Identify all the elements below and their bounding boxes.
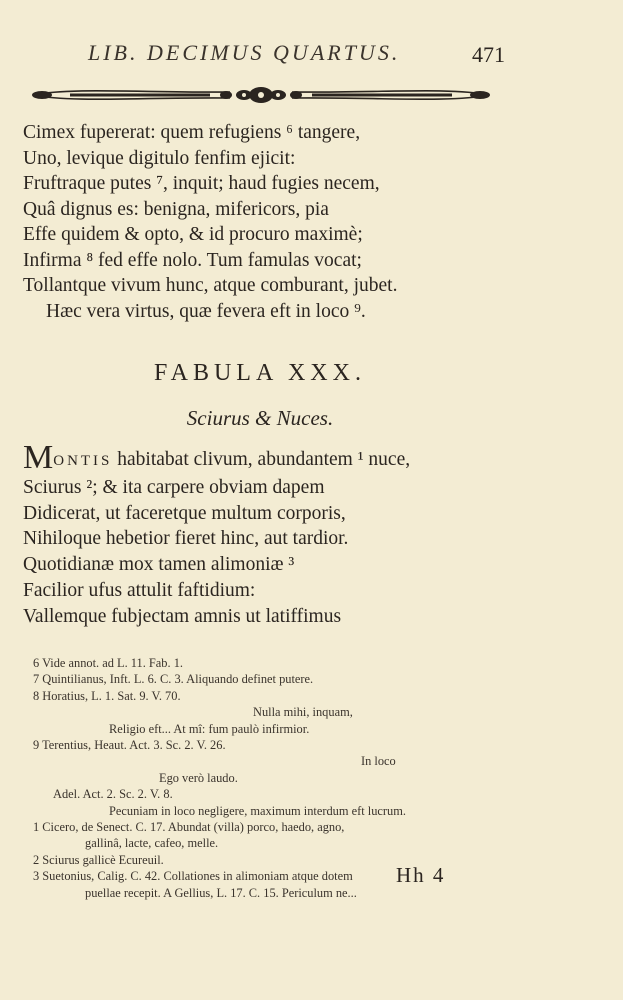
verse-line: Vallemque fubjectam amnis ut latiffimus xyxy=(23,605,342,627)
fable-title: FABULA XXX. xyxy=(154,360,366,386)
verse-line: Nihiloque hebetior fieret hinc, aut tardior. xyxy=(23,528,349,550)
footnote-line: In loco xyxy=(361,754,396,769)
drop-cap: M xyxy=(23,439,54,476)
fable-verse xyxy=(23,439,411,630)
verse-line: Tollantque vivum hunc, atque comburant, jubet. xyxy=(23,275,398,296)
footnote-line: 2 Sciurus gallicè Ecureuil. xyxy=(33,852,164,867)
verse-line: Quotidianæ mox tamen alimoniæ ³ xyxy=(23,554,295,576)
verse-line: Cimex fupererat: quem refugiens ⁶ tangere, xyxy=(23,122,361,143)
footnote-line: 9 Terentius, Heaut. Act. 3. Sc. 2. V. 26. xyxy=(33,738,226,753)
footnote-line: gallinâ, lacte, cafeo, melle. xyxy=(85,836,219,851)
small-caps-word: ONTIS xyxy=(53,453,113,469)
verse-line: Facilior ufus attulit faftidium: xyxy=(23,579,256,601)
verse-line: Fruftraque putes ⁷, inquit; haud fugies necem, xyxy=(23,173,380,194)
footnote-line: 8 Horatius, L. 1. Sat. 9. V. 70. xyxy=(33,688,181,703)
footnote-line: Pecuniam in loco negligere, maximum interdum eft lucrum. xyxy=(109,803,406,818)
footnotes xyxy=(33,655,406,901)
footnote-line: 3 Suetonius, Calig. C. 42. Collationes in alimoniam atque dotem xyxy=(33,869,353,884)
fable-subtitle: Sciurus & Nuces. xyxy=(186,406,334,430)
footnote-line: Adel. Act. 2. Sc. 2. V. 8. xyxy=(53,787,173,802)
footnote-line: 7 Quintilianus, Inft. L. 6. C. 3. Aliquando definet putere. xyxy=(33,672,314,687)
ornamental-rule-icon xyxy=(30,84,492,106)
running-head: LIB. DECIMUS QUARTUS. xyxy=(88,40,401,65)
footnote-line: Ego verò laudo. xyxy=(159,770,238,785)
footnote-line: 6 Vide annot. ad L. 11. Fab. 1. xyxy=(33,656,183,670)
verse-line: Sciurus ²; & ita carpere obviam dapem xyxy=(23,476,325,498)
signature-mark: Hh 4 xyxy=(396,863,446,887)
verse-line: Didicerat, ut faceretque multum corporis, xyxy=(23,502,346,524)
footnote-line: Nulla mihi, inquam, xyxy=(253,705,353,720)
verse-line: Quâ dignus es: benigna, mifericors, pia xyxy=(23,198,329,220)
poem-ending xyxy=(23,120,397,324)
footnote-line: puellae recepit. A Gellius, L. 17. C. 15. Periculum ne... xyxy=(85,885,357,900)
verse-line-first xyxy=(23,439,411,476)
page-number: 471 xyxy=(472,42,505,67)
footnote-line: 1 Cicero, de Senect. C. 17. Abundat (villa) porco, haedo, agno, xyxy=(33,820,345,835)
verse-line: Effe quidem & opto, & id procuro maximè; xyxy=(23,224,363,245)
verse-line: Infirma ⁸ fed effe nolo. Tum famulas vocat; xyxy=(23,249,362,271)
verse-line-rest: habitabat clivum, abundantem ¹ nuce, xyxy=(112,449,411,470)
verse-line: Uno, levique digitulo fenfim ejicit: xyxy=(23,147,296,169)
verse-line: Hæc vera virtus, quæ fevera eft in loco ⁹. xyxy=(46,300,366,322)
footnote-line: Religio eft... At mî: fum paulò infirmior. xyxy=(109,721,310,736)
